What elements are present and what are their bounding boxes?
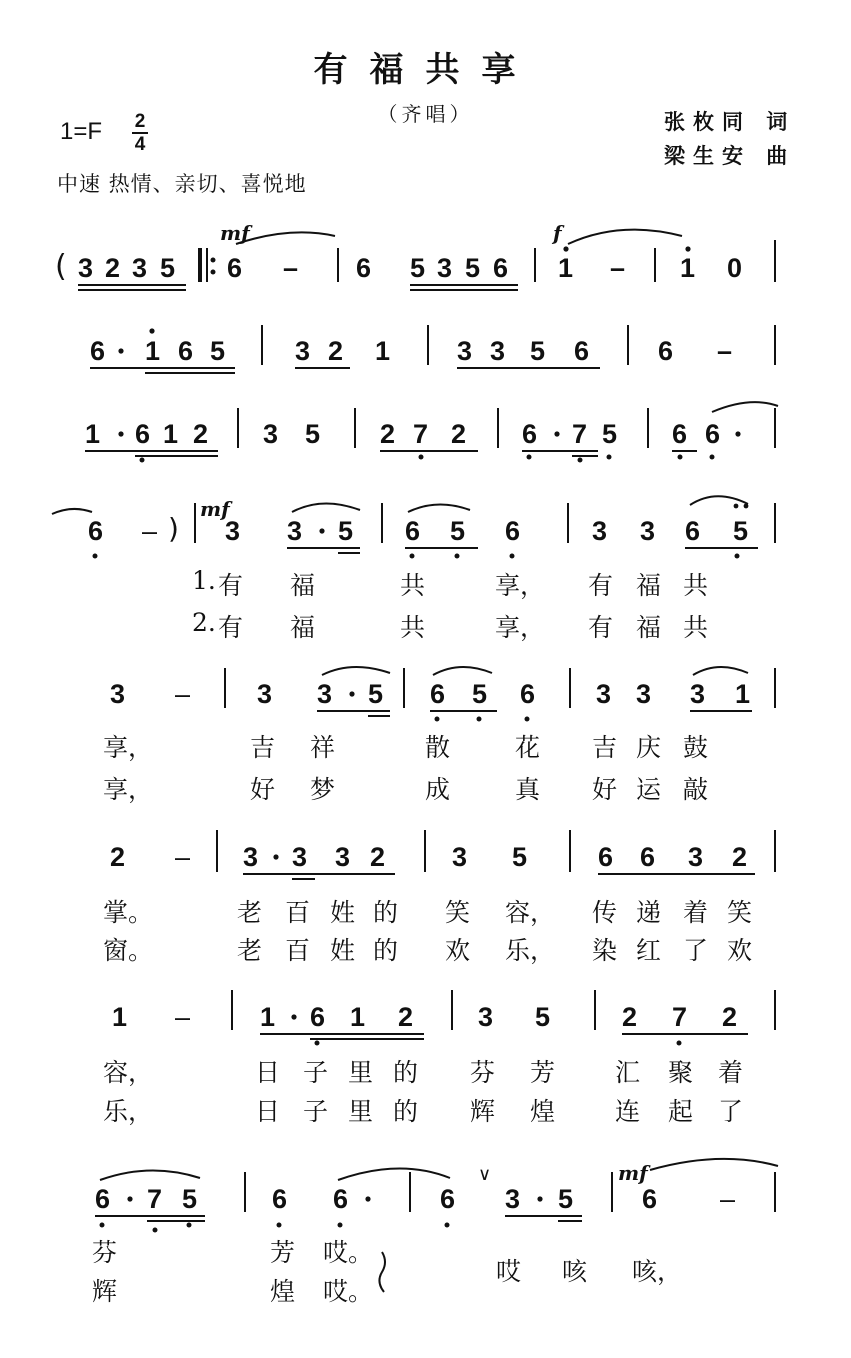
lyric: 咳 xyxy=(562,1257,588,1286)
svg-text:3: 3 xyxy=(225,516,241,546)
svg-text:2: 2 xyxy=(110,842,126,872)
svg-text:6: 6 xyxy=(135,419,151,449)
lyric: 梦 xyxy=(310,775,336,804)
lyric: 好 xyxy=(250,775,276,804)
lyric: 哎 xyxy=(496,1257,522,1286)
svg-text:6: 6 xyxy=(440,1184,456,1214)
svg-text:–: – xyxy=(175,1002,191,1032)
lyric: 芳 xyxy=(530,1058,556,1087)
svg-text:1: 1 xyxy=(558,253,574,283)
svg-text:3: 3 xyxy=(335,842,351,872)
lyric: 窗。 xyxy=(103,936,154,965)
lyric: 传 xyxy=(592,898,618,927)
lyric: 福 xyxy=(636,613,662,642)
svg-text:–: – xyxy=(610,253,626,283)
lyric: 乐， xyxy=(505,936,556,965)
svg-text:–: – xyxy=(283,253,299,283)
lyric: 老 xyxy=(237,936,263,965)
svg-text:6: 6 xyxy=(640,842,656,872)
breath-mark: ∨ xyxy=(478,1164,492,1185)
lyricist-credit: 张枚同 词 xyxy=(664,109,796,134)
svg-text:3: 3 xyxy=(636,679,652,709)
svg-text:–: – xyxy=(175,679,191,709)
svg-text:3: 3 xyxy=(505,1184,521,1214)
svg-text:5: 5 xyxy=(558,1184,574,1214)
lyric: 笑 xyxy=(445,898,471,927)
svg-text:3: 3 xyxy=(457,336,473,366)
lyric: 煌 xyxy=(530,1097,556,1126)
svg-text:3: 3 xyxy=(292,842,308,872)
lyric: 享， xyxy=(495,571,546,600)
lyric: 着 xyxy=(718,1058,744,1087)
svg-text:7: 7 xyxy=(672,1002,688,1032)
svg-text:1: 1 xyxy=(260,1002,276,1032)
svg-text:2: 2 xyxy=(193,419,209,449)
svg-text:6: 6 xyxy=(522,419,538,449)
svg-text:2: 2 xyxy=(370,842,386,872)
lyric: 日 xyxy=(255,1058,281,1087)
svg-text:5: 5 xyxy=(733,516,749,546)
lyric: 的 xyxy=(373,898,399,927)
svg-text:1: 1 xyxy=(85,419,101,449)
lyric: 乐， xyxy=(103,1097,154,1126)
svg-text:6: 6 xyxy=(705,419,721,449)
lyric: 福 xyxy=(290,613,316,642)
svg-text:3: 3 xyxy=(688,842,704,872)
svg-text:3: 3 xyxy=(596,679,612,709)
svg-text:3: 3 xyxy=(287,516,303,546)
svg-text:6: 6 xyxy=(95,1184,111,1214)
svg-text:6: 6 xyxy=(405,516,421,546)
lyric: 百 xyxy=(285,936,311,965)
lyric: 有 xyxy=(218,571,244,600)
lyric: 运 xyxy=(636,775,662,804)
svg-text:(: ( xyxy=(55,249,67,284)
svg-text:2: 2 xyxy=(622,1002,638,1032)
svg-text:6: 6 xyxy=(227,253,243,283)
svg-text:5: 5 xyxy=(410,253,426,283)
svg-text:5: 5 xyxy=(512,842,528,872)
dynamic-mf-2: mf xyxy=(200,497,230,521)
time-signature-top: 2 xyxy=(134,111,146,132)
dynamic-f: f xyxy=(553,221,562,245)
lyric: 咳， xyxy=(632,1257,683,1286)
lyric: 了 xyxy=(683,936,709,965)
lyric: 的 xyxy=(393,1058,419,1087)
svg-text:5: 5 xyxy=(368,679,384,709)
svg-text:5: 5 xyxy=(530,336,546,366)
svg-text:2: 2 xyxy=(398,1002,414,1032)
lyric: 敲 xyxy=(683,775,709,804)
svg-text:1: 1 xyxy=(350,1002,366,1032)
lyric: 里 xyxy=(348,1058,374,1087)
lyric: 真 xyxy=(515,775,541,804)
dynamic-mf-1: mf xyxy=(220,221,250,245)
svg-text:3: 3 xyxy=(257,679,273,709)
lyric: 老 xyxy=(237,898,263,927)
lyric: 起 xyxy=(668,1097,694,1126)
performance-note: （齐唱） xyxy=(377,102,474,126)
lyric: 容， xyxy=(505,898,556,927)
lyric: 吉 xyxy=(592,733,618,762)
svg-text:3: 3 xyxy=(592,516,608,546)
svg-text:3: 3 xyxy=(690,679,706,709)
lyric: 吉 xyxy=(250,733,276,762)
svg-text:6: 6 xyxy=(178,336,194,366)
lyric: 祥 xyxy=(310,733,336,762)
dynamic-mf-3: mf xyxy=(618,1161,648,1185)
svg-text:5: 5 xyxy=(160,253,176,283)
page-title: 有福共享 xyxy=(313,50,538,90)
system-intro xyxy=(55,246,742,284)
lyric: 姓 xyxy=(330,936,356,965)
lyric: 享， xyxy=(495,613,546,642)
lyric: 染 xyxy=(592,936,618,965)
lyric: 福 xyxy=(636,571,662,600)
svg-text:1: 1 xyxy=(375,336,391,366)
lyric: 百 xyxy=(285,898,311,927)
svg-text:–: – xyxy=(142,516,158,546)
svg-text:6: 6 xyxy=(672,419,688,449)
svg-text:1: 1 xyxy=(735,679,751,709)
svg-text:3: 3 xyxy=(640,516,656,546)
svg-text:7: 7 xyxy=(147,1184,163,1214)
lyric: 掌。 xyxy=(103,898,154,927)
svg-text:–: – xyxy=(175,842,191,872)
svg-text:3: 3 xyxy=(490,336,506,366)
svg-text:5: 5 xyxy=(535,1002,551,1032)
lyric: 庆 xyxy=(636,733,662,762)
lyric: 芬 xyxy=(470,1058,496,1087)
svg-text:6: 6 xyxy=(520,679,536,709)
svg-text:6: 6 xyxy=(310,1002,326,1032)
lyric: 欢 xyxy=(445,936,471,965)
lyric: 共 xyxy=(400,613,426,642)
svg-text:6: 6 xyxy=(574,336,590,366)
svg-text:–: – xyxy=(720,1184,736,1214)
lyric: 的 xyxy=(373,936,399,965)
svg-text:6: 6 xyxy=(493,253,509,283)
lyric: 子 xyxy=(303,1058,329,1087)
svg-text:6: 6 xyxy=(90,336,106,366)
svg-text:6: 6 xyxy=(598,842,614,872)
svg-text:2: 2 xyxy=(380,419,396,449)
lyric: 姓 xyxy=(330,898,356,927)
svg-text:3: 3 xyxy=(132,253,148,283)
lyric: 芬 xyxy=(92,1238,118,1267)
svg-text:3: 3 xyxy=(437,253,453,283)
lyric: 有 xyxy=(218,613,244,642)
lyric: 连 xyxy=(615,1097,641,1126)
svg-text:6: 6 xyxy=(333,1184,349,1214)
lyric: 子 xyxy=(303,1097,329,1126)
lyric: 享， xyxy=(103,775,154,804)
svg-text:5: 5 xyxy=(210,336,226,366)
svg-text:6: 6 xyxy=(505,516,521,546)
svg-text:1: 1 xyxy=(145,336,161,366)
lyric: 容， xyxy=(103,1058,154,1087)
svg-text:): ) xyxy=(168,512,179,545)
svg-text:3: 3 xyxy=(317,679,333,709)
svg-text:3: 3 xyxy=(263,419,279,449)
verse-number-1: 1. xyxy=(192,566,216,595)
svg-text:2: 2 xyxy=(451,419,467,449)
key-signature: 1=F xyxy=(60,118,103,145)
svg-text:7: 7 xyxy=(413,419,429,449)
lyric: 花 xyxy=(515,733,541,762)
lyric: 芳 xyxy=(270,1238,296,1267)
svg-text:6: 6 xyxy=(356,253,372,283)
lyric: 共 xyxy=(683,613,709,642)
lyric: 辉 xyxy=(92,1277,118,1306)
lyric: 聚 xyxy=(668,1058,694,1087)
svg-text:5: 5 xyxy=(602,419,618,449)
lyric: 享， xyxy=(103,733,154,762)
lyric: 笑 xyxy=(727,898,753,927)
svg-text:5: 5 xyxy=(465,253,481,283)
svg-text:5: 5 xyxy=(450,516,466,546)
time-signature-bottom: 4 xyxy=(134,134,146,155)
svg-text:2: 2 xyxy=(105,253,121,283)
lyric: 哎。 xyxy=(323,1277,374,1306)
svg-text:3: 3 xyxy=(295,336,311,366)
svg-text:2: 2 xyxy=(722,1002,738,1032)
svg-text:6: 6 xyxy=(272,1184,288,1214)
svg-text:3: 3 xyxy=(243,842,259,872)
lyric: 的 xyxy=(393,1097,419,1126)
svg-text:3: 3 xyxy=(110,679,126,709)
lyric: 欢 xyxy=(727,936,753,965)
lyric: 有 xyxy=(588,571,614,600)
svg-text:7: 7 xyxy=(572,419,588,449)
svg-text:1: 1 xyxy=(112,1002,128,1032)
svg-text:3: 3 xyxy=(78,253,94,283)
lyric: 好 xyxy=(592,775,618,804)
svg-text:5: 5 xyxy=(305,419,321,449)
tempo-marking: 中速 热情、亲切、喜悦地 xyxy=(57,172,307,196)
svg-text:6: 6 xyxy=(642,1184,658,1214)
lyric: 了 xyxy=(718,1097,744,1126)
lyric: 散 xyxy=(425,733,451,762)
lyric: 里 xyxy=(348,1097,374,1126)
svg-text:3: 3 xyxy=(478,1002,494,1032)
svg-text:6: 6 xyxy=(685,516,701,546)
lyric: 日 xyxy=(255,1097,281,1126)
verse-number-2: 2. xyxy=(192,608,216,637)
lyric: 辉 xyxy=(470,1097,496,1126)
svg-text:3: 3 xyxy=(452,842,468,872)
lyric: 鼓 xyxy=(683,733,709,762)
svg-text:5: 5 xyxy=(182,1184,198,1214)
lyric: 哎。 xyxy=(323,1238,374,1267)
lyric: 红 xyxy=(636,936,662,965)
svg-text:2: 2 xyxy=(328,336,344,366)
lyric: 共 xyxy=(400,571,426,600)
svg-text:6: 6 xyxy=(88,516,104,546)
lyric: 递 xyxy=(636,898,662,927)
svg-text:2: 2 xyxy=(732,842,748,872)
svg-text:6: 6 xyxy=(430,679,446,709)
svg-text:5: 5 xyxy=(338,516,354,546)
lyric: 汇 xyxy=(615,1058,641,1087)
svg-text:1: 1 xyxy=(680,253,696,283)
lyric: 煌 xyxy=(270,1277,296,1306)
composer-credit: 梁生安 曲 xyxy=(664,143,796,168)
lyric: 福 xyxy=(290,571,316,600)
svg-text:6: 6 xyxy=(658,336,674,366)
lyric: 着 xyxy=(683,898,709,927)
svg-text:5: 5 xyxy=(472,679,488,709)
lyric: 有 xyxy=(588,613,614,642)
svg-text:0: 0 xyxy=(727,253,743,283)
lyric: 共 xyxy=(683,571,709,600)
svg-text:1: 1 xyxy=(163,419,179,449)
lyric: 成 xyxy=(425,775,451,804)
svg-text:–: – xyxy=(717,336,733,366)
